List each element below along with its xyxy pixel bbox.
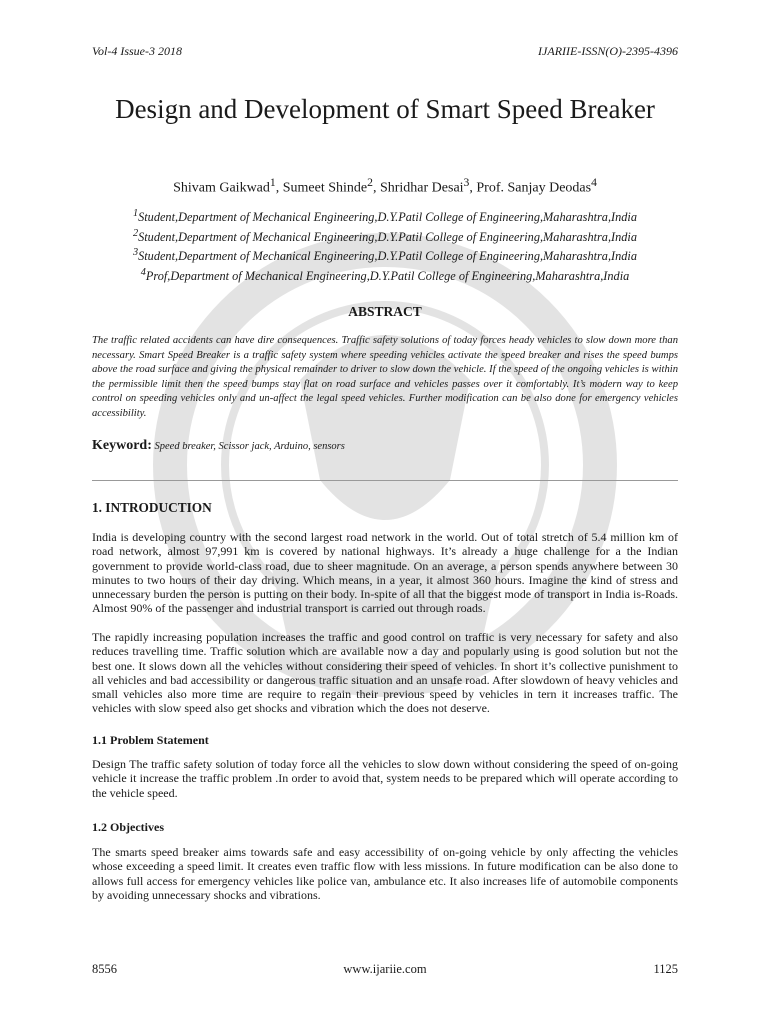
- author-sup: 2: [367, 176, 373, 189]
- affiliation-list: [92, 206, 678, 284]
- introduction-paragraph-2: The rapidly increasing population increases the traffic and good control on traffic is very necessary for safety and also reduces travelling time. Traffic solution which are available now a day and popularly using is good solution but not the best one. It slows down all the vehicles without considering their speed of vehicles. In short it’s collective punishment to all vehicles and bad accessibility or dangerous traffic situation and an unsafe road. After slowdown of heavy vehicles and small vehicles also more time are require to regain their previous speed by vehicles in tern it increases traffic. The vehicles with slow speed also get shocks and vibration which the does not deserve.: [92, 630, 678, 716]
- paper-id: 8556: [92, 962, 117, 976]
- introduction-heading: 1. INTRODUCTION: [92, 500, 212, 515]
- page-footer: [92, 962, 678, 980]
- objectives-heading: 1.2 Objectives: [92, 820, 164, 834]
- running-header: [92, 44, 678, 62]
- keywords-label: Keyword:: [92, 438, 152, 453]
- abstract-heading: ABSTRACT: [348, 304, 422, 319]
- author-sup: 1: [269, 176, 276, 189]
- journal-volume: Vol-4 Issue-3 2018: [92, 44, 182, 58]
- journal-website: www.ijariie.com: [343, 962, 427, 976]
- affiliation-line: $^4$Prof,Department of Mechanical Engineering,D.Y.Patil College of Engineering,Maharashtra,India: [140, 266, 630, 283]
- author-sup: 4: [591, 176, 597, 189]
- author-list: Shivam Gaikwad$^1$, Sumeet Shinde$^2$, Shridhar Desai$^3$, Prof. Sanjay Deodas$^4$: [173, 176, 597, 196]
- author-name: Shridhar Desai: [379, 180, 464, 196]
- journal-issn: IJARIIE-ISSN(O)-2395-4396: [538, 44, 678, 58]
- section-divider: [92, 480, 678, 481]
- problem-statement-heading: 1.1 Problem Statement: [92, 733, 209, 747]
- objectives-paragraph: The smarts speed breaker aims towards safe and easy accessibility of on-going vehicle by only affecting the vehicles whose exceeding a speed limit. It creates even traffic flow with less missions. In future modification can be also done to allows full access for emergency vehicles like police van, ambulance etc. It also increases life of automobile components by avoiding unnecessary shocks and vibrations.: [92, 845, 678, 902]
- author-name: Prof. Sanjay Deodas: [476, 180, 592, 196]
- paper-title: Design and Development of Smart Speed Breaker: [115, 94, 655, 124]
- author-name: Shivam Gaikwad: [173, 180, 270, 196]
- affiliation-line: $^2$Student,Department of Mechanical Engineering,D.Y.Patil College of Engineering,Maharashtra,India: [132, 227, 637, 244]
- author-name: Sumeet Shinde: [282, 180, 368, 196]
- affiliation-line: $^1$Student,Department of Mechanical Engineering,D.Y.Patil College of Engineering,Maharashtra,India: [132, 208, 637, 225]
- page-number: 1125: [653, 962, 678, 976]
- introduction-paragraph-1: India is developing country with the second largest road network in the world. Out of total stretch of 5.4 million km of road network, almost 97,991 km is covered by national highways. It’s already a huge challenge for a the Indian government to provide world-class road, due to sheer magnitude. On an average, a person spends anywhere between 30 minutes to two hours of their day driving. Which means, in a year, it almost 360 hours. Imagine the kind of stress and unnecessary burden the person is putting on their body. In-spite of all that the biggest mode of transport in India is-Roads. Almost 90% of the passenger and industrial transport is carried out through roads.: [92, 530, 678, 616]
- keywords-line: [92, 438, 678, 454]
- abstract-text: The traffic related accidents can have dire consequences. Traffic safety solutions of today forces heady vehicles to slow down more than necessary. Smart Speed Breaker is a traffic safety system where speeding vehicles activate the speed breaker and rises the speed bumps above the road surface and giving the physical remainder to driver to slow down the vehicle. If the speed of the ongoing vehicles is within the permissible limit then the speed bumps stay flat on road surface and vehicles passes over it comfortably. It’s modern way to keep control on speeding vehicles only and un-affect the legal speed vehicles. Further modification can be also done for emergency vehicles accessibility.: [92, 335, 678, 419]
- keywords-text: Speed breaker, Scissor jack, Arduino, sensors: [154, 441, 345, 452]
- author-sup: 3: [463, 176, 470, 189]
- problem-statement-paragraph: Design The traffic safety solution of today force all the vehicles to slow down without considering the speed of on-going vehicle it increase the traffic problem .In order to avoid that, system needs to be prepared which will operate according to the vehicle speed.: [92, 757, 678, 800]
- affiliation-line: $^3$Student,Department of Mechanical Engineering,D.Y.Patil College of Engineering,Maharashtra,India: [132, 247, 637, 264]
